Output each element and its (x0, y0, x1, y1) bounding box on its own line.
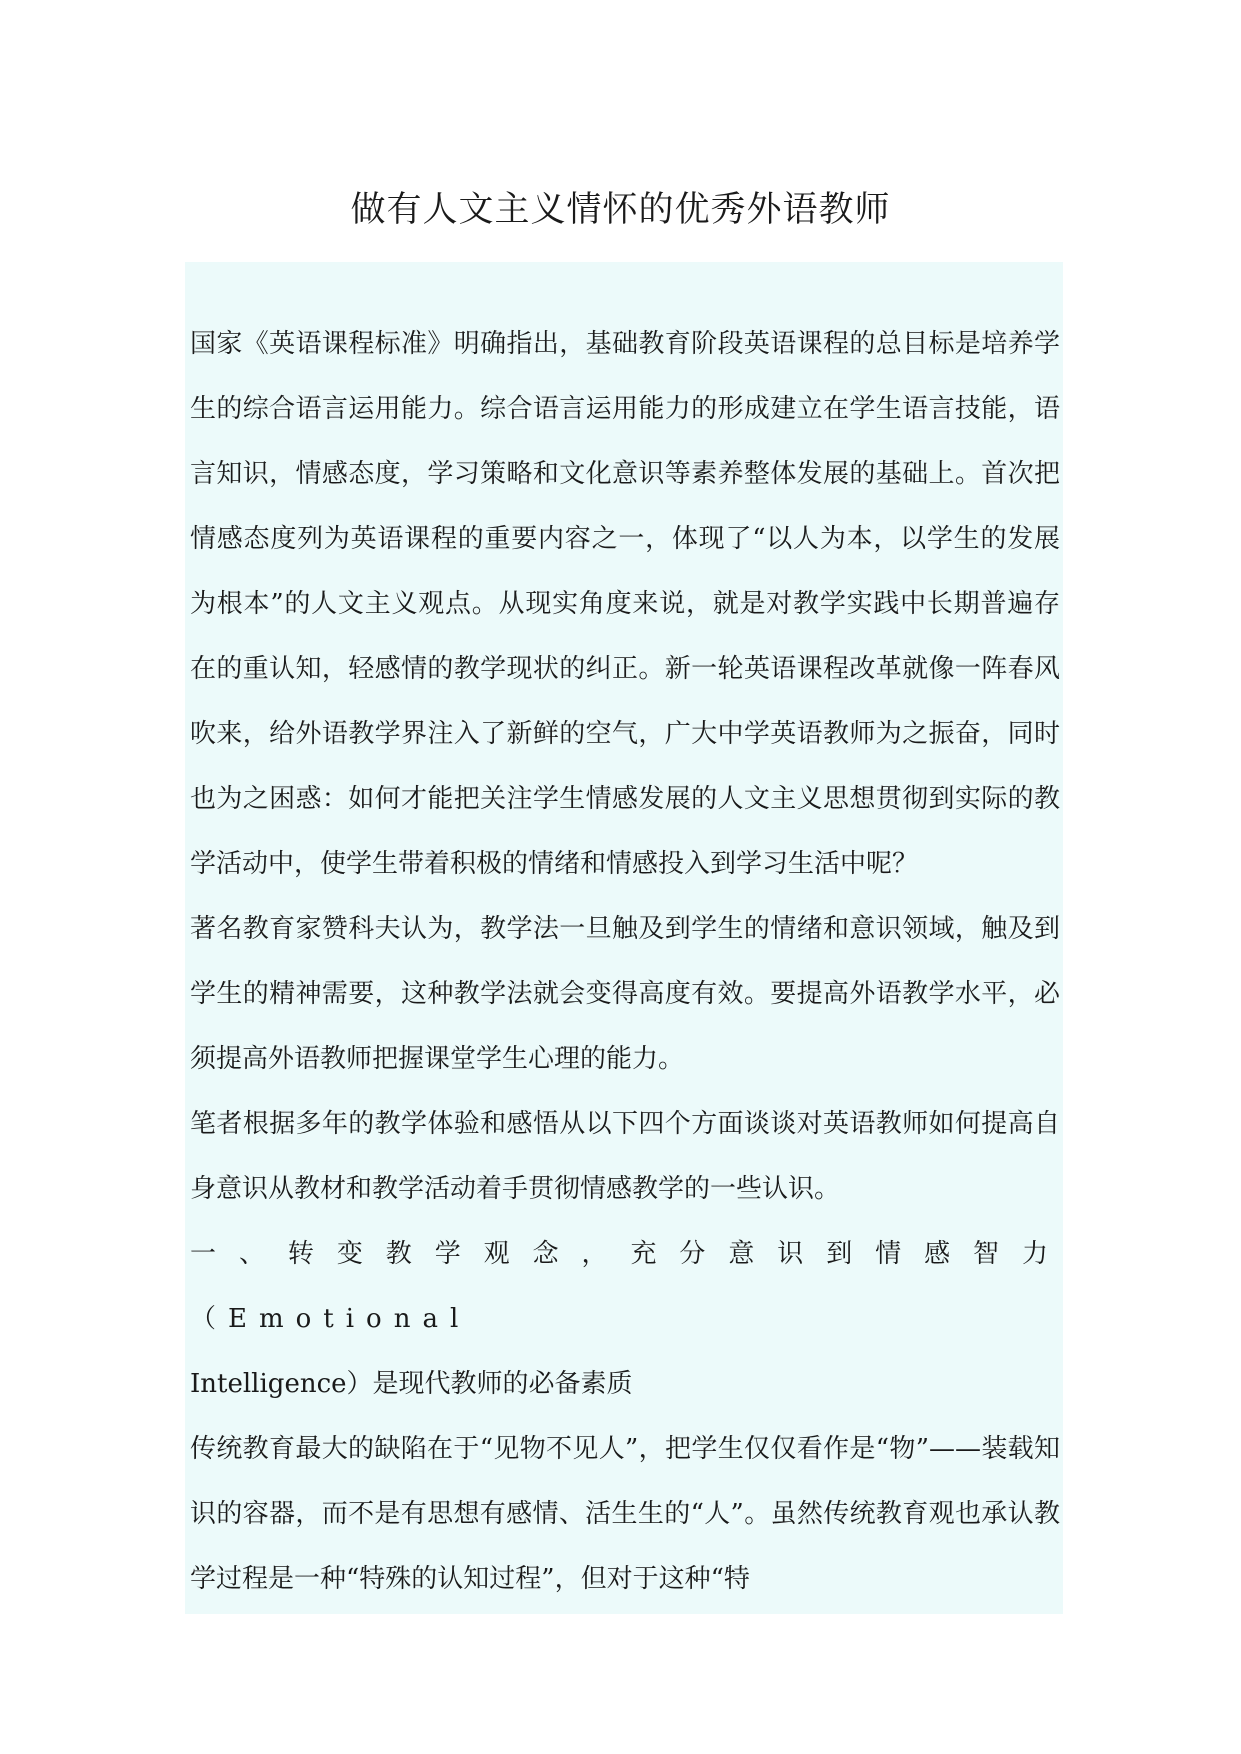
section-heading-1-line2: Intelligence）是现代教师的必备素质 (190, 1369, 633, 1399)
paragraph-traditional-education: 传统教育最大的缺陷在于“见物不见人”，把学生仅仅看作是“物”——装载知识的容器，而不是有思想有感情、活生生的“人”。虽然传统教育观也承认教学过程是一种“特殊的认知过程”，但对于这种“特 (190, 1434, 1060, 1594)
paragraph-author-intent: 笔者根据多年的教学体验和感悟从以下四个方面谈谈对英语教师如何提高自身意识从教材和教学活动着手贯彻情感教学的一些认识。 (190, 1109, 1060, 1204)
document-body (190, 312, 1060, 1612)
paragraph-intro: 国家《英语课程标准》明确指出，基础教育阶段英语课程的总目标是培养学生的综合语言运用能力。综合语言运用能力的形成建立在学生语言技能，语言知识，情感态度，学习策略和文化意识等素养整体发展的基础上。首次把情感态度列为英语课程的重要内容之一，体现了“以人为本，以学生的发展为根本”的人文主义观点。从现实角度来说，就是对教学实践中长期普遍存在的重认知，轻感情的教学现状的纠正。新一轮英语课程改革就像一阵春风吹来，给外语教学界注入了新鲜的空气，广大中学英语教师为之振奋，同时也为之困惑：如何才能把关注学生情感发展的人文主义思想贯彻到实际的教学活动中，使学生带着积极的情绪和情感投入到学习生活中呢？ (190, 329, 1060, 879)
paragraph-zankov: 著名教育家赞科夫认为，教学法一旦触及到学生的情绪和意识领域，触及到学生的精神需要，这种教学法就会变得高度有效。要提高外语教学水平，必须提高外语教师把握课堂学生心理的能力。 (190, 914, 1060, 1074)
section-heading-1-line1: 一、转变教学观念，充分意识到情感智力（Emotional (190, 1239, 1060, 1334)
page-title: 做有人文主义情怀的优秀外语教师 (350, 190, 891, 230)
